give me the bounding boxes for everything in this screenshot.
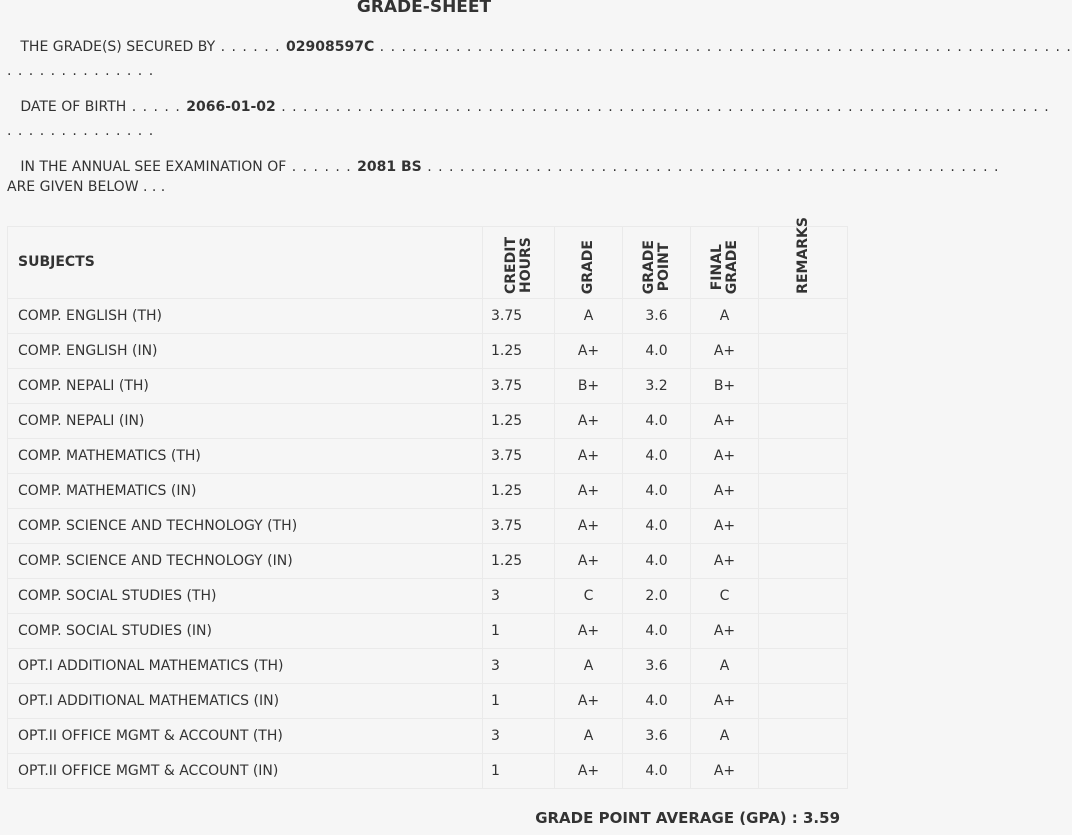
- credit-hours-cell: 3: [483, 648, 555, 683]
- symbol-number: 02908597C: [286, 39, 375, 55]
- header-grade-text: GRADE: [580, 239, 596, 294]
- grades-table-body: [8, 298, 848, 788]
- grade-point-cell: 4.0: [623, 543, 691, 578]
- credit-hours-cell: 3.75: [483, 368, 555, 403]
- final-grade-cell: C: [691, 578, 759, 613]
- grade-point-cell: 4.0: [623, 473, 691, 508]
- grade-point-cell: 3.6: [623, 718, 691, 753]
- header-subjects: SUBJECTS: [8, 227, 483, 299]
- grade-point-cell: 3.6: [623, 648, 691, 683]
- remarks-cell: [759, 648, 848, 683]
- remarks-cell: [759, 508, 848, 543]
- table-row: [8, 473, 848, 508]
- final-grade-cell: A+: [691, 543, 759, 578]
- final-grade-cell: A: [691, 718, 759, 753]
- subject-cell: COMP. ENGLISH (TH): [8, 298, 483, 333]
- grade-cell: A+: [555, 473, 623, 508]
- final-grade-cell: A+: [691, 333, 759, 368]
- final-grade-cell: A+: [691, 438, 759, 473]
- remarks-cell: [759, 298, 848, 333]
- grade-point-cell: 4.0: [623, 438, 691, 473]
- secured-by-line: THE GRADE(S) SECURED BY . . . . . . 02908597C . . . . . . . . . . . . . . . . . . . . . . . . . . . . . . . . . . . . . . . . . . . . . . . . . . . . . . . . . . . . . . . .: [20, 39, 1072, 55]
- grade-cell: A: [555, 298, 623, 333]
- subject-cell: COMP. SCIENCE AND TECHNOLOGY (IN): [8, 543, 483, 578]
- table-row: [8, 403, 848, 438]
- grade-cell: A+: [555, 438, 623, 473]
- table-row: [8, 718, 848, 753]
- credit-hours-cell: 3.75: [483, 298, 555, 333]
- final-grade-cell: A: [691, 298, 759, 333]
- credit-hours-cell: 1.25: [483, 473, 555, 508]
- remarks-cell: [759, 718, 848, 753]
- remarks-cell: [759, 438, 848, 473]
- final-grade-cell: A+: [691, 683, 759, 718]
- table-row: [8, 368, 848, 403]
- subject-cell: COMP. NEPALI (TH): [8, 368, 483, 403]
- remarks-cell: [759, 578, 848, 613]
- grade-cell: A+: [555, 403, 623, 438]
- header-credit-hours: [483, 227, 555, 299]
- table-header-row: [8, 227, 848, 299]
- header-grade-point: [623, 227, 691, 299]
- table-row: [8, 508, 848, 543]
- table-row: [8, 298, 848, 333]
- grade-point-cell: 4.0: [623, 403, 691, 438]
- remarks-cell: [759, 613, 848, 648]
- credit-hours-cell: 1: [483, 683, 555, 718]
- header-remarks-text: REMARKS: [794, 217, 811, 294]
- subject-cell: OPT.II OFFICE MGMT & ACCOUNT (IN): [8, 753, 483, 788]
- table-row: [8, 543, 848, 578]
- grade-point-cell: 4.0: [623, 753, 691, 788]
- subject-cell: OPT.I ADDITIONAL MATHEMATICS (IN): [8, 683, 483, 718]
- dob-label: DATE OF BIRTH: [20, 99, 127, 115]
- grade-cell: B+: [555, 368, 623, 403]
- page-title: GRADE-SHEET: [356, 0, 492, 17]
- table-row: [8, 648, 848, 683]
- credit-hours-cell: 1.25: [483, 403, 555, 438]
- remarks-cell: [759, 403, 848, 438]
- remarks-cell: [759, 333, 848, 368]
- grade-cell: C: [555, 578, 623, 613]
- subject-cell: COMP. MATHEMATICS (IN): [8, 473, 483, 508]
- grade-cell: A+: [555, 508, 623, 543]
- table-row: [8, 333, 848, 368]
- grade-point-cell: 2.0: [623, 578, 691, 613]
- remarks-cell: [759, 753, 848, 788]
- exam-line: IN THE ANNUAL SEE EXAMINATION OF . . . . . . 2081 BS . . . . . . . . . . . . . . . . . . . . . . . . . . . . . . . . . . . . . . . . . . . . . . . . . . . . .: [20, 159, 1000, 175]
- grade-cell: A+: [555, 683, 623, 718]
- dob-line: DATE OF BIRTH . . . . . 2066-01-02 . . . . . . . . . . . . . . . . . . . . . . . . . . . . . . . . . . . . . . . . . . . . . . . . . . . . . . . . . . . . . . . . . . . . . . .: [20, 99, 1050, 115]
- remarks-cell: [759, 368, 848, 403]
- final-grade-cell: A+: [691, 403, 759, 438]
- gpa-summary: GRADE POINT AVERAGE (GPA) : 3.59: [535, 809, 840, 827]
- subject-cell: OPT.II OFFICE MGMT & ACCOUNT (TH): [8, 718, 483, 753]
- grade-cell: A: [555, 718, 623, 753]
- exam-label: IN THE ANNUAL SEE EXAMINATION OF: [20, 159, 287, 175]
- subject-cell: OPT.I ADDITIONAL MATHEMATICS (TH): [8, 648, 483, 683]
- grade-cell: A+: [555, 613, 623, 648]
- dotted-leader: . . . . . . . . . . . . . .: [7, 123, 155, 139]
- dob-value: 2066-01-02: [186, 99, 276, 115]
- credit-hours-cell: 3: [483, 578, 555, 613]
- grade-point-cell: 4.0: [623, 683, 691, 718]
- grade-cell: A+: [555, 753, 623, 788]
- remarks-cell: [759, 473, 848, 508]
- header-final-text: FINAL: [708, 243, 725, 290]
- table-row: [8, 683, 848, 718]
- grade-cell: A: [555, 648, 623, 683]
- subject-cell: COMP. MATHEMATICS (TH): [8, 438, 483, 473]
- final-grade-cell: A+: [691, 613, 759, 648]
- grade-point-cell: 3.6: [623, 298, 691, 333]
- subject-cell: COMP. SOCIAL STUDIES (IN): [8, 613, 483, 648]
- header-remarks: [759, 217, 848, 299]
- header-grade-point-text-1: GRADE: [640, 239, 657, 294]
- dotted-leader: . . . . . . . . . . . . . .: [7, 63, 155, 79]
- subject-cell: COMP. ENGLISH (IN): [8, 333, 483, 368]
- credit-hours-cell: 3.75: [483, 508, 555, 543]
- final-grade-cell: A+: [691, 473, 759, 508]
- grade-point-cell: 3.2: [623, 368, 691, 403]
- exam-value: 2081 BS: [357, 159, 422, 175]
- grades-table: [7, 217, 848, 789]
- grade-cell: A+: [555, 333, 623, 368]
- header-grade-point-text-2: POINT: [655, 242, 672, 291]
- remarks-cell: [759, 683, 848, 718]
- secured-by-label: THE GRADE(S) SECURED BY: [20, 39, 216, 55]
- credit-hours-cell: 3.75: [483, 438, 555, 473]
- table-row: [8, 578, 848, 613]
- header-grade: [555, 227, 623, 299]
- grade-point-cell: 4.0: [623, 333, 691, 368]
- grade-cell: A+: [555, 543, 623, 578]
- table-row: [8, 753, 848, 788]
- header-credit-text: CREDIT: [502, 236, 519, 294]
- header-final-grade-text: GRADE: [723, 239, 740, 294]
- subject-cell: COMP. NEPALI (IN): [8, 403, 483, 438]
- grade-point-cell: 4.0: [623, 613, 691, 648]
- final-grade-cell: A: [691, 648, 759, 683]
- credit-hours-cell: 3: [483, 718, 555, 753]
- final-grade-cell: A+: [691, 508, 759, 543]
- credit-hours-cell: 1.25: [483, 333, 555, 368]
- table-row: [8, 438, 848, 473]
- header-hours-text: HOURS: [517, 237, 534, 294]
- credit-hours-cell: 1.25: [483, 543, 555, 578]
- credit-hours-cell: 1: [483, 613, 555, 648]
- final-grade-cell: A+: [691, 753, 759, 788]
- subject-cell: COMP. SOCIAL STUDIES (TH): [8, 578, 483, 613]
- grade-point-cell: 4.0: [623, 508, 691, 543]
- table-row: [8, 613, 848, 648]
- final-grade-cell: B+: [691, 368, 759, 403]
- remarks-cell: [759, 543, 848, 578]
- given-below: ARE GIVEN BELOW . . .: [7, 179, 166, 195]
- subject-cell: COMP. SCIENCE AND TECHNOLOGY (TH): [8, 508, 483, 543]
- header-final-grade: [691, 227, 759, 299]
- credit-hours-cell: 1: [483, 753, 555, 788]
